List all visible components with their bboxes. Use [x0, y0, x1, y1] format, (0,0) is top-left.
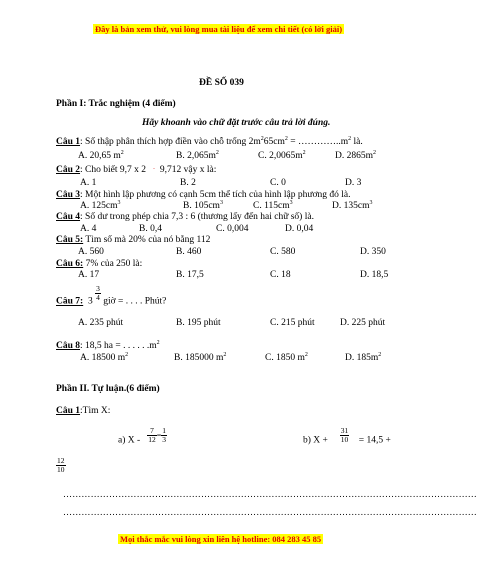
- question-6-label: Câu 6:: [56, 259, 84, 269]
- question-3-text: : Một hình lập phương có cạnh 5cm thể tích của hình lập phương đó là.: [80, 190, 351, 200]
- q4-option-d[interactable]: D. 0,04: [285, 224, 314, 234]
- q5-option-c[interactable]: C. 580: [270, 247, 296, 257]
- question-1-text-a: : Số thập phân thích hợp điền vào chỗ trống 2m: [80, 137, 261, 147]
- answer-dotline-2[interactable]: ………………………………………………………………………………………………………………………: [63, 507, 477, 517]
- q8-option-c-text: C. 1850 m: [265, 353, 305, 363]
- q1-option-c-text: C. 2,0065m: [258, 151, 303, 161]
- q2-option-a[interactable]: A. 1: [80, 178, 97, 188]
- eq-a-frac-1: [147, 427, 157, 444]
- q3-option-c-text: C. 115cm: [253, 201, 290, 211]
- q6-option-d[interactable]: D. 18,5: [360, 270, 389, 280]
- q5-option-b[interactable]: B. 460: [176, 247, 202, 257]
- q8-option-c-sup: 2: [304, 351, 308, 358]
- q1-option-b-sup: 2: [215, 149, 219, 156]
- q7-option-c[interactable]: C. 215 phút: [270, 318, 315, 328]
- eq-b-frac-den: 10: [340, 435, 349, 444]
- question-2-label: Câu 2: [56, 165, 81, 175]
- q5-option-a[interactable]: A. 560: [78, 247, 104, 257]
- q8-option-b-text: B. 185000 m: [174, 353, 224, 363]
- question-4-label: Câu 4: [56, 212, 81, 222]
- q3-option-a-text: A. 125cm: [80, 201, 118, 211]
- question-1-text-d: là.: [351, 137, 363, 147]
- q1-option-d-text: D. 2865m: [335, 151, 373, 161]
- q3-option-c-sup: 3: [289, 199, 293, 206]
- part2-question-1: [56, 406, 110, 416]
- q4-option-b[interactable]: B. 0,4: [139, 224, 162, 234]
- question-4-text: : Số dư trong phép chia 7,3 : 6 (thương lấy đến hai chữ số) là.: [80, 212, 314, 222]
- q3-option-b[interactable]: [183, 201, 223, 211]
- q3-option-c[interactable]: [253, 201, 293, 211]
- q8-option-c[interactable]: [265, 353, 308, 363]
- q8-option-b-sup: 2: [223, 351, 227, 358]
- question-8-label: Câu 8: [56, 341, 81, 351]
- question-2-text-b: 9,712 vậy x là:: [157, 165, 217, 175]
- question-3-label: Câu 3: [56, 190, 81, 200]
- q2-option-d[interactable]: D. 3: [345, 178, 362, 188]
- eq-a-prefix: a) X -: [118, 435, 141, 446]
- eq-a-equals: =: [156, 430, 162, 440]
- question-4: [56, 212, 314, 222]
- part1-heading: Phần I: Trắc nghiệm (4 điểm): [56, 99, 176, 109]
- question-1-text-c: = …………..m: [287, 137, 349, 147]
- eq-b-tail-fraction: [56, 456, 66, 474]
- question-7: [56, 284, 167, 310]
- question-1: [56, 137, 363, 147]
- q3-option-d-sup: 3: [369, 199, 373, 206]
- q7-option-d[interactable]: D. 225 phút: [340, 318, 386, 328]
- part1-instruction: Hãy khoanh vào chữ đặt trước câu trả lời đúng.: [142, 118, 331, 128]
- q1-option-c-sup: 2: [302, 149, 306, 156]
- question-7-text: giờ = . . . . Phút?: [103, 296, 167, 307]
- q8-option-d-sup: 2: [378, 351, 382, 358]
- part2-heading: Phần II. Tự luận.(6 điểm): [56, 384, 160, 394]
- question-5-label: Câu 5:: [56, 235, 84, 245]
- q6-option-b[interactable]: B. 17,5: [176, 270, 204, 280]
- question-5-text: Tìm số mà 20% của nó bằng 112: [83, 235, 211, 245]
- q8-option-a[interactable]: [80, 353, 128, 363]
- eq-b-rest: = 14,5 +: [358, 435, 391, 446]
- eq-a-frac-2-num: 1: [162, 426, 167, 435]
- header-banner: Đây là bản xem thử, vui lòng mua tài liệu để xem chi tiết (có lời giải): [95, 24, 343, 34]
- question-2-text-a: : Cho biết 9,7 x 2: [80, 165, 147, 175]
- q8-option-d[interactable]: [345, 353, 381, 363]
- question-7-fraction: [95, 285, 101, 302]
- part2-equation-a: [118, 426, 167, 449]
- q1-option-a-sup: 2: [120, 149, 124, 156]
- eq-a-frac-1-den: 12: [148, 435, 156, 444]
- question-2-mark: ¨: [153, 168, 156, 174]
- question-1-sup-2: 2: [284, 135, 288, 142]
- q1-option-a[interactable]: [78, 151, 124, 161]
- q1-option-c[interactable]: [258, 151, 306, 161]
- q1-option-b[interactable]: [176, 151, 219, 161]
- q6-option-c[interactable]: C. 18: [270, 270, 291, 280]
- q3-option-d-text: D. 135cm: [332, 201, 370, 211]
- question-7-frac-num: 3: [96, 284, 100, 293]
- q1-option-a-text: A. 20,65 m: [78, 151, 121, 161]
- question-2: [56, 165, 216, 175]
- eq-b-frac: [340, 427, 350, 444]
- eq-b-prefix: b) X +: [303, 435, 328, 446]
- question-1-text-b: 65cm: [263, 137, 285, 147]
- q7-option-b[interactable]: B. 195 phút: [176, 318, 221, 328]
- q8-option-a-text: A. 18500 m: [80, 353, 126, 363]
- eq-a-frac-1-num: 7: [147, 427, 157, 436]
- question-8-text: : 18,5 ha = . . . . . .m: [80, 341, 157, 351]
- question-5: [56, 235, 210, 245]
- exam-title: ĐỀ SỐ 039: [199, 78, 244, 88]
- question-7-frac-den: 4: [96, 293, 100, 302]
- q7-option-a[interactable]: A. 235 phút: [78, 318, 124, 328]
- question-7-whole: 3: [87, 296, 93, 307]
- q8-option-b[interactable]: [174, 353, 226, 363]
- eq-b-frac-num: 31: [340, 426, 349, 435]
- eq-b-tail-frac: [56, 457, 66, 474]
- part2-q1-label: Câu 1: [56, 406, 81, 416]
- q1-option-d-sup: 2: [373, 149, 376, 156]
- eq-a-frac-2-den: 3: [162, 435, 167, 444]
- q5-option-d[interactable]: D. 350: [360, 247, 386, 257]
- q8-option-a-sup: 2: [125, 351, 129, 358]
- q2-option-b[interactable]: B. 2: [180, 178, 196, 188]
- q4-option-c[interactable]: C. 0,004: [216, 224, 249, 234]
- footer-banner: Mọi thắc mắc vui lòng xin liên hệ hotline: 084 283 45 85: [120, 534, 322, 544]
- question-3: [56, 190, 351, 200]
- q3-option-a[interactable]: [80, 201, 120, 211]
- q3-option-a-sup: 3: [117, 199, 121, 206]
- q6-option-a[interactable]: A. 17: [78, 270, 100, 280]
- q4-option-a[interactable]: A. 4: [80, 224, 97, 234]
- part2-q1-text: :Tìm X:: [80, 406, 111, 416]
- answer-dotline-1[interactable]: ………………………………………………………………………………………………………………………: [63, 489, 477, 499]
- q3-option-b-sup: 3: [219, 199, 223, 206]
- q1-option-b-text: B. 2,065m: [176, 151, 216, 161]
- question-1-sup-3: 2: [348, 135, 352, 142]
- eq-b-tail-num: 12: [57, 455, 65, 465]
- question-6: [56, 259, 142, 269]
- question-8: [56, 341, 160, 351]
- question-7-label: Câu 7:: [56, 296, 84, 307]
- q8-option-d-text: D. 185m: [345, 353, 379, 363]
- q3-option-b-text: B. 105cm: [183, 201, 220, 211]
- eq-b-tail-den: 10: [57, 464, 65, 474]
- eq-a-frac-2: [161, 427, 167, 444]
- q3-option-d[interactable]: [332, 201, 372, 211]
- question-8-sup: 2: [156, 339, 160, 346]
- question-1-label: Câu 1: [56, 137, 81, 147]
- part2-equation-b: [303, 426, 391, 449]
- question-1-sup-1: 2: [260, 135, 264, 142]
- q2-option-c[interactable]: C. 0: [270, 178, 286, 188]
- question-6-text: 7% của 250 là:: [83, 259, 143, 269]
- q1-option-d[interactable]: [335, 151, 376, 161]
